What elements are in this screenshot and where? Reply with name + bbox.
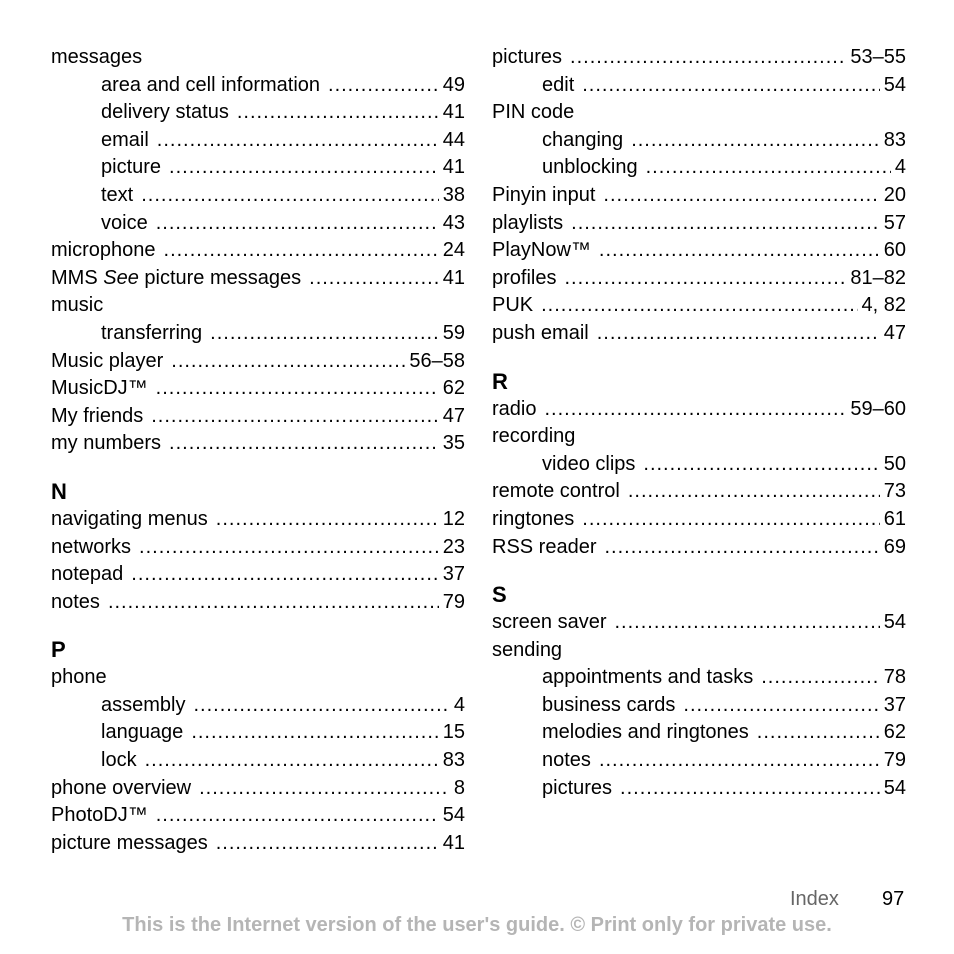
index-entry — [492, 265, 906, 293]
index-entry — [51, 265, 465, 293]
section-letter-r: R — [492, 368, 508, 394]
page-reference: 62 — [883, 721, 906, 744]
dot-leader — [544, 396, 846, 424]
page-reference: 37 — [442, 563, 465, 586]
entry-term: area and cell information — [101, 73, 321, 96]
page-reference: 20 — [883, 183, 906, 206]
index-entry — [492, 320, 906, 348]
index-entry — [51, 561, 465, 589]
footer-section-label: Index — [790, 888, 839, 910]
dot-leader — [141, 182, 439, 210]
index-entry — [492, 423, 906, 451]
index-entry — [492, 534, 906, 562]
page-reference: 24 — [442, 239, 465, 262]
dot-leader — [605, 534, 880, 562]
entry-term: PhotoDJ™ — [51, 804, 148, 827]
page-reference: 54 — [883, 73, 906, 96]
page-reference: 83 — [442, 749, 465, 772]
dot-leader — [151, 403, 439, 431]
index-entry — [51, 830, 465, 858]
index-subentry — [51, 320, 465, 348]
dot-leader — [328, 72, 439, 100]
page-reference: 54 — [883, 776, 906, 799]
dot-leader — [643, 451, 879, 479]
entry-term: PIN code — [492, 101, 575, 124]
dot-leader — [169, 430, 439, 458]
entry-term: My friends — [51, 404, 144, 427]
entry-term: MusicDJ™ — [51, 377, 148, 400]
footer-disclaimer: This is the Internet version of the user's guide. © Print only for private use. — [122, 914, 832, 936]
index-subentry — [51, 127, 465, 155]
entry-term-main: MMS — [51, 266, 98, 289]
entry-term: RSS reader — [492, 535, 597, 558]
entry-term: picture — [101, 156, 162, 179]
dot-leader — [216, 506, 439, 534]
index-entry — [51, 292, 465, 320]
entry-term: assembly — [101, 693, 186, 716]
page-reference: 4, 82 — [861, 294, 906, 317]
index-subentry — [51, 99, 465, 127]
entry-term: PUK — [492, 294, 534, 317]
dot-leader — [541, 292, 857, 320]
index-entry — [51, 375, 465, 403]
entry-term: recording — [492, 425, 576, 448]
dot-leader — [156, 802, 439, 830]
index-subentry — [51, 692, 465, 720]
dot-leader — [620, 775, 880, 803]
dot-leader — [570, 44, 846, 72]
dot-leader — [599, 747, 880, 775]
index-subentry — [51, 747, 465, 775]
page-reference: 78 — [883, 666, 906, 689]
entry-term: notepad — [51, 563, 124, 586]
entry-term: messages — [51, 46, 143, 68]
index-subentry — [492, 127, 906, 155]
page-reference: 62 — [442, 377, 465, 400]
index-entry — [51, 589, 465, 617]
index-subentry — [51, 72, 465, 100]
dot-leader — [615, 609, 880, 637]
page-reference: 35 — [442, 432, 465, 455]
index-entry — [492, 210, 906, 238]
page-reference: 15 — [442, 721, 465, 744]
entry-term: phone — [51, 666, 107, 689]
entry-term: ringtones — [492, 507, 575, 530]
page-reference: 69 — [883, 535, 906, 558]
dot-leader — [564, 265, 846, 293]
dot-leader — [108, 589, 439, 617]
index-entry — [492, 44, 906, 72]
dot-leader — [157, 127, 439, 155]
index-entry — [492, 292, 906, 320]
index-subentry — [492, 664, 906, 692]
entry-term — [51, 265, 309, 293]
dot-leader — [164, 237, 439, 265]
dot-leader — [757, 719, 880, 747]
dot-leader — [145, 747, 439, 775]
entry-term: radio — [492, 397, 537, 420]
page-reference: 44 — [442, 128, 465, 151]
see-reference: See — [103, 266, 139, 289]
entry-term: transferring — [101, 321, 203, 344]
page-reference: 50 — [883, 452, 906, 475]
dot-leader — [156, 375, 439, 403]
index-entry — [51, 664, 465, 692]
page-reference: 41 — [442, 101, 465, 124]
dot-leader — [761, 664, 880, 692]
dot-leader — [216, 830, 439, 858]
page-reference: 83 — [883, 128, 906, 151]
entry-term: email — [101, 128, 149, 151]
dot-leader — [169, 154, 439, 182]
page-reference: 59 — [442, 321, 465, 344]
page-reference: 4 — [453, 693, 465, 716]
page-reference: 73 — [883, 480, 906, 503]
index-subentry — [492, 747, 906, 775]
dot-leader — [139, 534, 439, 562]
entry-term: profiles — [492, 266, 557, 289]
dot-leader — [309, 265, 439, 293]
entry-term: notes — [51, 590, 100, 613]
entry-term: changing — [542, 128, 624, 151]
entry-term: screen saver — [492, 611, 607, 634]
page-reference: 54 — [883, 611, 906, 634]
entry-term: notes — [542, 749, 591, 772]
page-reference: 41 — [442, 156, 465, 179]
dot-leader — [599, 237, 880, 265]
page-reference: 81–82 — [850, 266, 906, 289]
dot-leader — [199, 775, 450, 803]
dot-leader — [131, 561, 438, 589]
index-entry — [51, 534, 465, 562]
dot-leader — [171, 348, 405, 376]
entry-term: lock — [101, 749, 137, 772]
index-subentry — [51, 719, 465, 747]
entry-term: Pinyin input — [492, 183, 596, 206]
index-entry — [51, 506, 465, 534]
index-entry — [492, 99, 906, 127]
entry-term: unblocking — [542, 156, 638, 179]
dot-leader — [683, 692, 879, 720]
index-entry — [492, 237, 906, 265]
page-reference: 79 — [442, 590, 465, 613]
dot-leader — [571, 210, 880, 238]
dot-leader — [582, 72, 880, 100]
entry-term: networks — [51, 535, 132, 558]
entry-term: voice — [101, 211, 148, 234]
entry-term: video clips — [542, 452, 636, 475]
page-reference: 49 — [442, 73, 465, 96]
entry-term: phone overview — [51, 776, 192, 799]
page-reference: 56–58 — [409, 349, 465, 372]
dot-leader — [237, 99, 439, 127]
index-subentry — [492, 72, 906, 100]
index-column-right — [492, 44, 906, 802]
section-letter-s: S — [492, 582, 507, 608]
entry-term: push email — [492, 321, 589, 344]
dot-leader — [603, 182, 879, 210]
entry-term: music — [51, 294, 104, 317]
entry-term: business cards — [542, 693, 676, 716]
index-subentry — [492, 154, 906, 182]
page-reference: 60 — [883, 239, 906, 262]
index-entry — [492, 637, 906, 665]
entry-term: navigating menus — [51, 507, 208, 530]
index-column-left — [51, 44, 465, 857]
entry-term: picture messages — [51, 831, 208, 854]
page-reference: 47 — [442, 404, 465, 427]
entry-term: PlayNow™ — [492, 239, 591, 262]
entry-term: melodies and ringtones — [542, 721, 749, 744]
index-subentry — [492, 451, 906, 479]
dot-leader — [191, 719, 438, 747]
section-letter-p: P — [51, 637, 66, 663]
page-reference: 59–60 — [850, 397, 906, 420]
index-subentry — [51, 154, 465, 182]
index-entry — [51, 237, 465, 265]
index-entry — [51, 348, 465, 376]
page-reference: 57 — [883, 211, 906, 234]
dot-leader — [582, 506, 879, 534]
index-entry — [492, 609, 906, 637]
entry-term: language — [101, 721, 184, 744]
entry-term: pictures — [542, 776, 613, 799]
page-reference: 43 — [442, 211, 465, 234]
dot-leader — [628, 478, 880, 506]
page-reference: 41 — [442, 831, 465, 854]
page-reference: 37 — [883, 693, 906, 716]
index-entry — [51, 403, 465, 431]
index-entry — [492, 506, 906, 534]
page-reference: 53–55 — [850, 46, 906, 68]
entry-term: Music player — [51, 349, 164, 372]
entry-term: playlists — [492, 211, 564, 234]
index-entry — [51, 430, 465, 458]
entry-term: edit — [542, 73, 575, 96]
index-entry — [492, 182, 906, 210]
section-letter-n: N — [51, 478, 67, 504]
dot-leader — [597, 320, 880, 348]
index-subentry — [492, 692, 906, 720]
index-entry — [492, 478, 906, 506]
page-reference: 41 — [442, 266, 465, 289]
index-subentry — [51, 182, 465, 210]
dot-leader — [646, 154, 891, 182]
page-reference: 79 — [883, 749, 906, 772]
index-entry — [51, 44, 465, 72]
dot-leader — [193, 692, 449, 720]
page-reference: 23 — [442, 535, 465, 558]
index-entry — [492, 396, 906, 424]
dot-leader — [156, 210, 439, 238]
entry-term: text — [101, 183, 134, 206]
page-reference: 4 — [894, 156, 906, 179]
entry-term: remote control — [492, 480, 620, 503]
footer-page-number: 97 — [882, 888, 905, 910]
entry-term: appointments and tasks — [542, 666, 754, 689]
page-reference: 54 — [442, 804, 465, 827]
entry-term: pictures — [492, 46, 563, 68]
entry-term: sending — [492, 638, 563, 661]
index-entry — [51, 775, 465, 803]
page-reference: 12 — [442, 507, 465, 530]
index-subentry — [51, 210, 465, 238]
page-reference: 61 — [883, 507, 906, 530]
index-entry — [51, 802, 465, 830]
dot-leader — [631, 127, 880, 155]
index-subentry — [492, 719, 906, 747]
page-reference: 8 — [453, 776, 465, 799]
page-reference: 47 — [883, 321, 906, 344]
page-reference: 38 — [442, 183, 465, 206]
dot-leader — [210, 320, 439, 348]
entry-term: my numbers — [51, 432, 162, 455]
index-subentry — [492, 775, 906, 803]
entry-term: delivery status — [101, 101, 229, 124]
see-target: picture messages — [144, 266, 302, 289]
entry-term: microphone — [51, 239, 156, 262]
